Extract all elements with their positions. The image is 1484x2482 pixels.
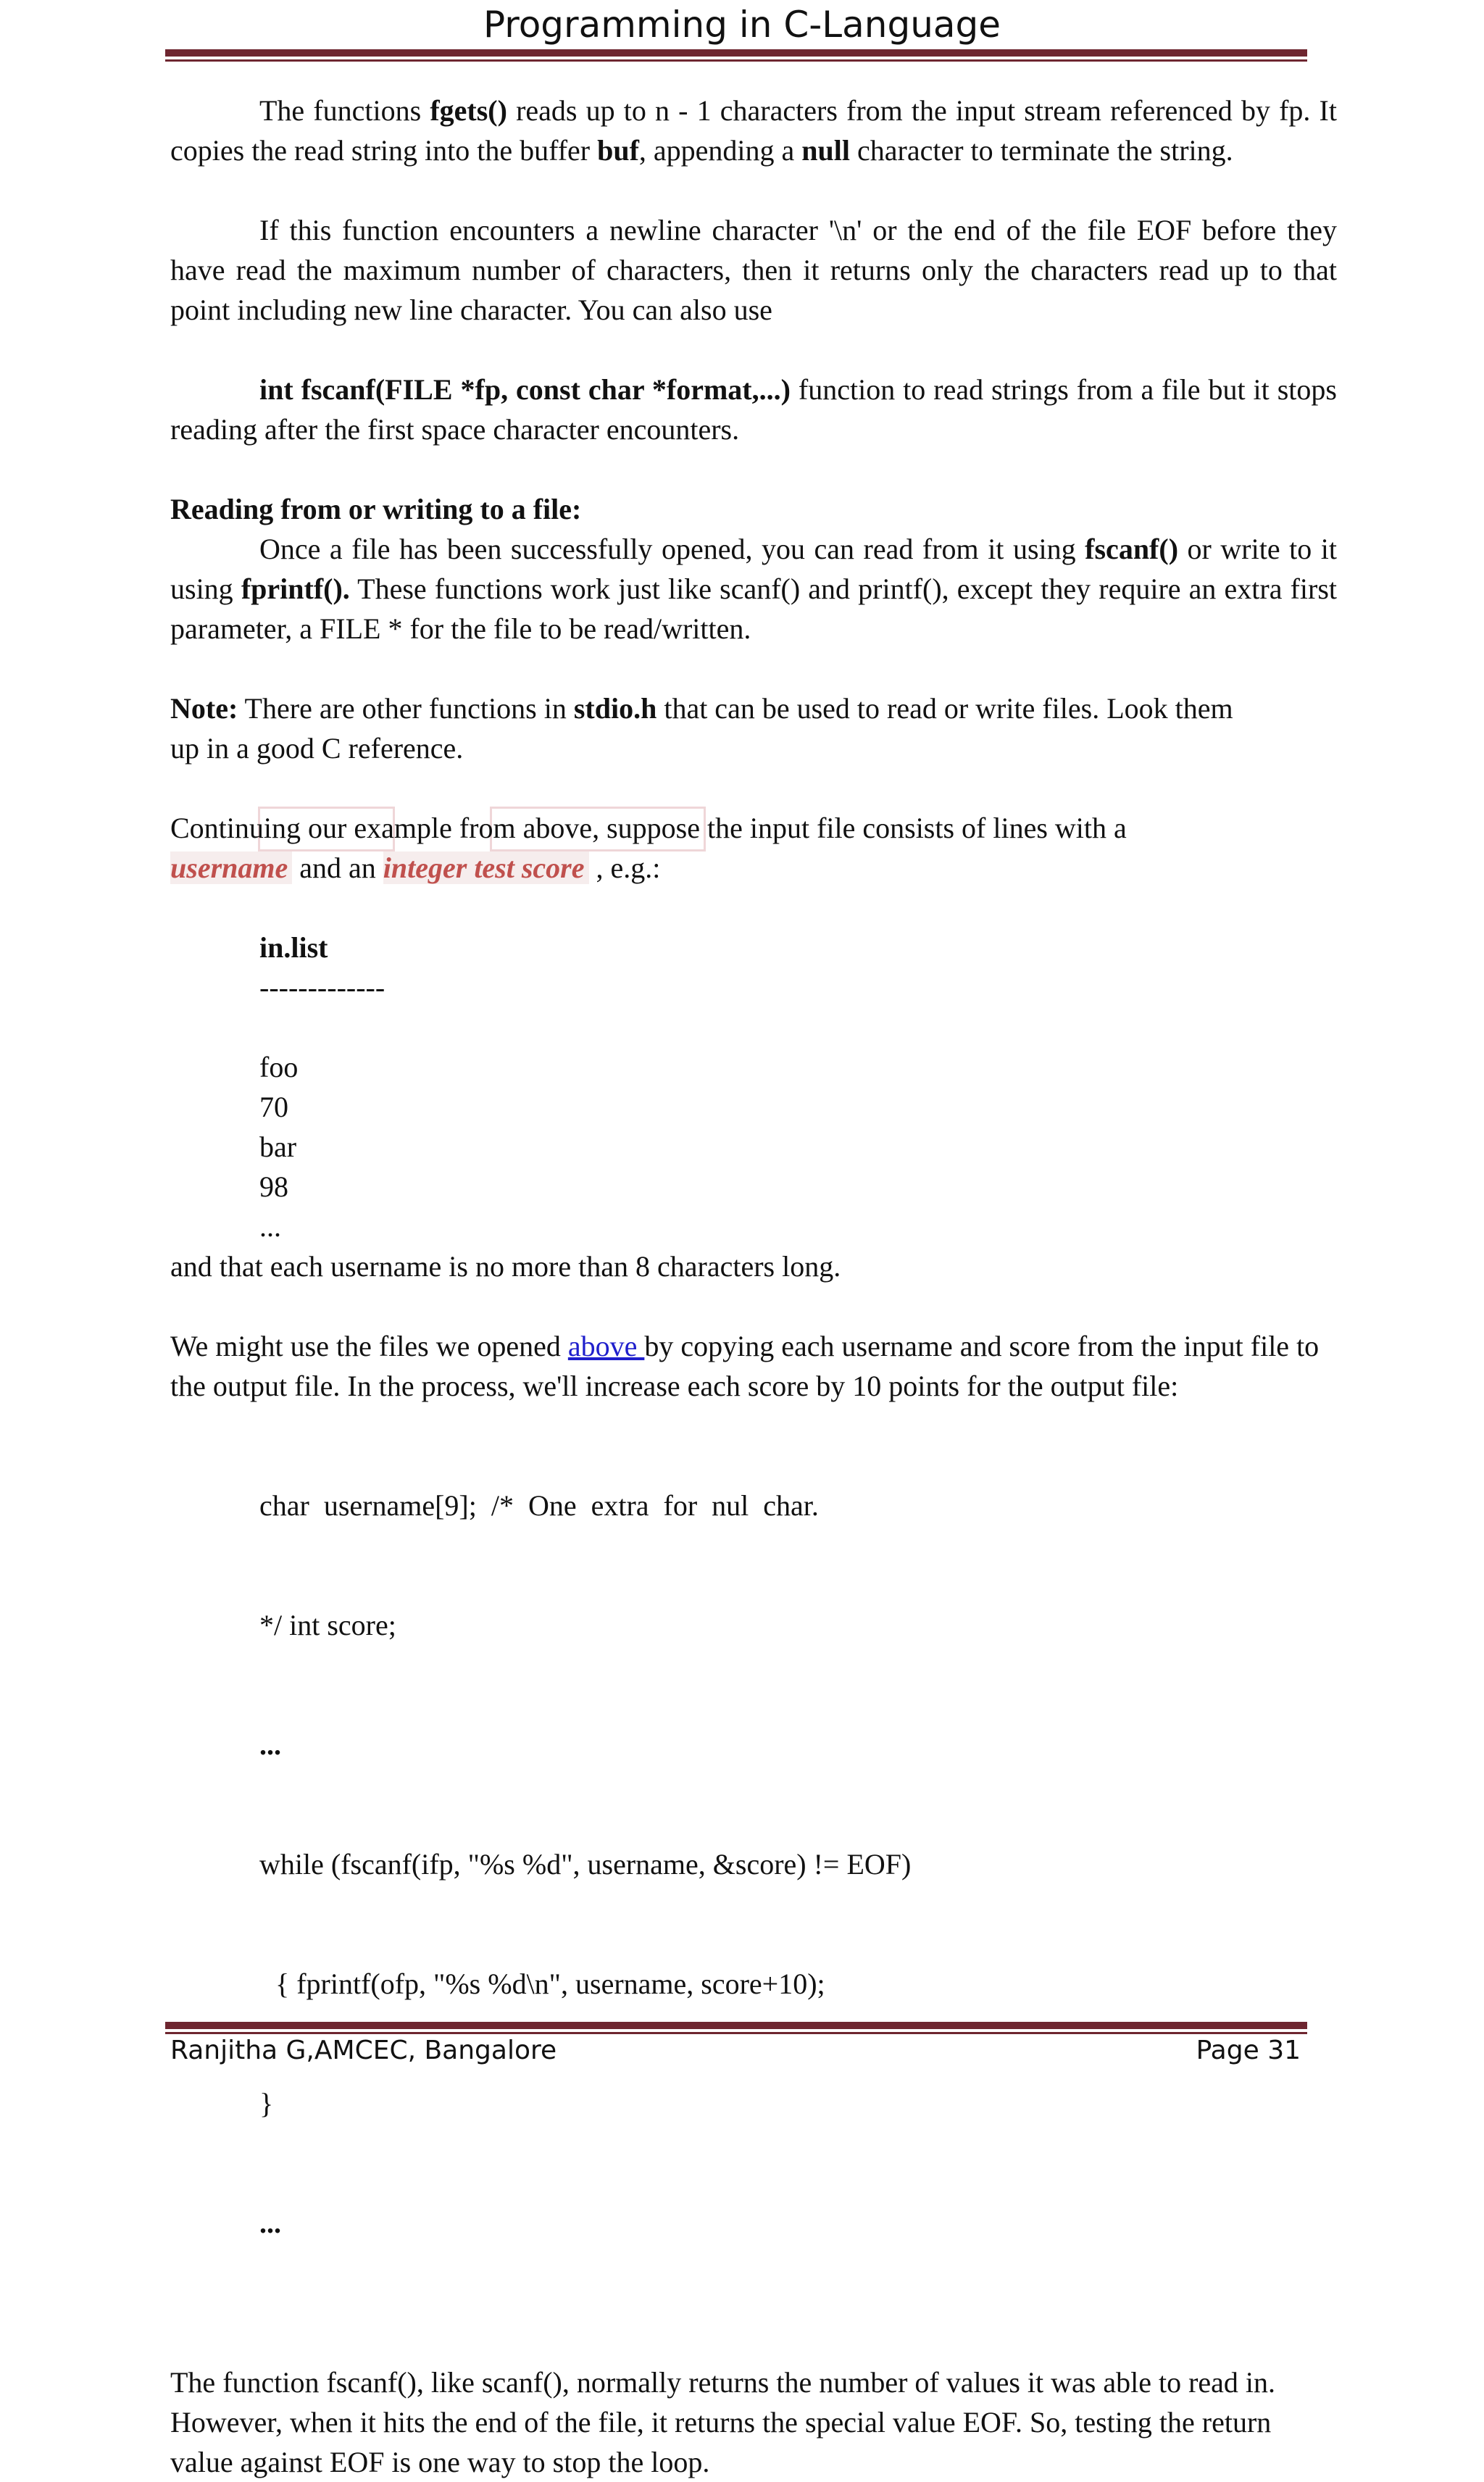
continuing-line-2 <box>170 848 1337 888</box>
ellipsis: ... <box>259 2207 281 2239</box>
text: or write to it using <box>170 533 1337 605</box>
text: that can be used to read or write files. Look them <box>656 692 1233 725</box>
paragraph-read-write <box>170 529 1337 649</box>
footer-page-number: Page 31 <box>1196 2036 1301 2065</box>
note-label: Note: <box>170 692 238 725</box>
heading-text: Reading from or writing to a file: <box>170 493 582 525</box>
text: The functions <box>259 94 430 127</box>
code-line: } <box>259 2087 274 2120</box>
keyword-fscanf: fscanf() <box>1085 533 1179 565</box>
text: Once a file has been successfully opened, you can read from it using <box>259 533 1085 565</box>
text: , appending a <box>638 134 802 167</box>
file-listing <box>170 928 1337 1246</box>
code-line: */ int score; <box>259 1609 396 1641</box>
highlight-integer-test-score: integer test score <box>383 851 589 884</box>
text: function to read strings from a file but it stops reading after the first space character encounters. <box>170 373 1337 446</box>
text: We might use the files we opened <box>170 1330 568 1362</box>
listing-line: foo <box>259 1051 299 1083</box>
footer-author: Ranjitha G,AMCEC, Bangalore <box>170 2036 557 2065</box>
code-line: while (fscanf(ifp, "%s %d", username, &score) != EOF) <box>259 1848 912 1881</box>
listing-line: 98 <box>259 1170 288 1203</box>
text: reads up to n - 1 characters from the input stream referenced by fp. It copies the read string into the buffer <box>170 94 1337 167</box>
text: and an <box>292 851 383 884</box>
listing-line: 70 <box>259 1091 288 1123</box>
after-listing-text: and that each username is no more than 8 characters long. <box>170 1250 841 1283</box>
paragraph-newline: If this function encounters a newline character '\n' or the end of the file EOF before they have read the maximum number of characters, then it returns only the characters read up to that point including new line character. You can also use <box>170 214 1337 326</box>
paragraph-fgets <box>170 91 1337 170</box>
code-line: char username[9]; /* One extra for nul char. <box>259 1489 819 1522</box>
page-body <box>170 91 1337 2482</box>
listing-line: bar <box>259 1130 297 1163</box>
keyword-fprintf: fprintf(). <box>241 572 350 605</box>
paragraph-fscanf <box>170 370 1337 449</box>
keyword-buf: buf <box>597 134 639 167</box>
note-paragraph <box>170 688 1337 728</box>
listing-title: in.list <box>259 931 328 964</box>
keyword-null: null <box>801 134 850 167</box>
text: There are other functions in <box>238 692 574 725</box>
listing-line: ... <box>259 1210 281 1243</box>
text: These functions work just like scanf() and printf(), except they require an extra first parameter, a FILE * for the file to be read/written. <box>170 572 1338 645</box>
header-rule <box>165 49 1307 62</box>
fscanf-signature: int fscanf(FILE *fp, const char *format,...) <box>259 373 791 406</box>
note-line-2: up in a good C reference. <box>170 732 464 765</box>
paragraph-might-use <box>170 1326 1337 1406</box>
code-line <box>259 1725 1337 1765</box>
code-line <box>259 2203 1337 2243</box>
section-heading <box>170 489 1337 529</box>
continuing-line-1: Continuing our example from above, suppose the input file consists of lines with a <box>170 812 1127 844</box>
text: character to terminate the string. <box>850 134 1233 167</box>
code-line: { fprintf(ofp, "%s %d\n", username, score+10); <box>275 1967 825 2000</box>
ellipsis: ... <box>259 1728 281 1761</box>
highlight-username: username <box>170 851 292 884</box>
link-above[interactable]: above <box>567 1330 645 1362</box>
text: , e.g.: <box>588 851 661 884</box>
text: by copying each username and score from the input file to the output file. In the process, we'll increase each score by 10 points for the output file: <box>170 1330 1320 1402</box>
keyword-stdio: stdio.h <box>573 692 657 725</box>
listing-divider: ------------- <box>259 971 385 1004</box>
page-header-title: Programming in C-Language <box>483 4 1001 46</box>
keyword-fgets: fgets() <box>430 94 507 127</box>
paragraph-return-value: The function fscanf(), like scanf(), normally returns the number of values it was able to read in. However, when it hits the end of the file, it returns the special value EOF. So, testing the return value against EOF is one way to stop the loop. <box>170 2366 1276 2478</box>
code-snippet <box>170 1406 1337 2323</box>
